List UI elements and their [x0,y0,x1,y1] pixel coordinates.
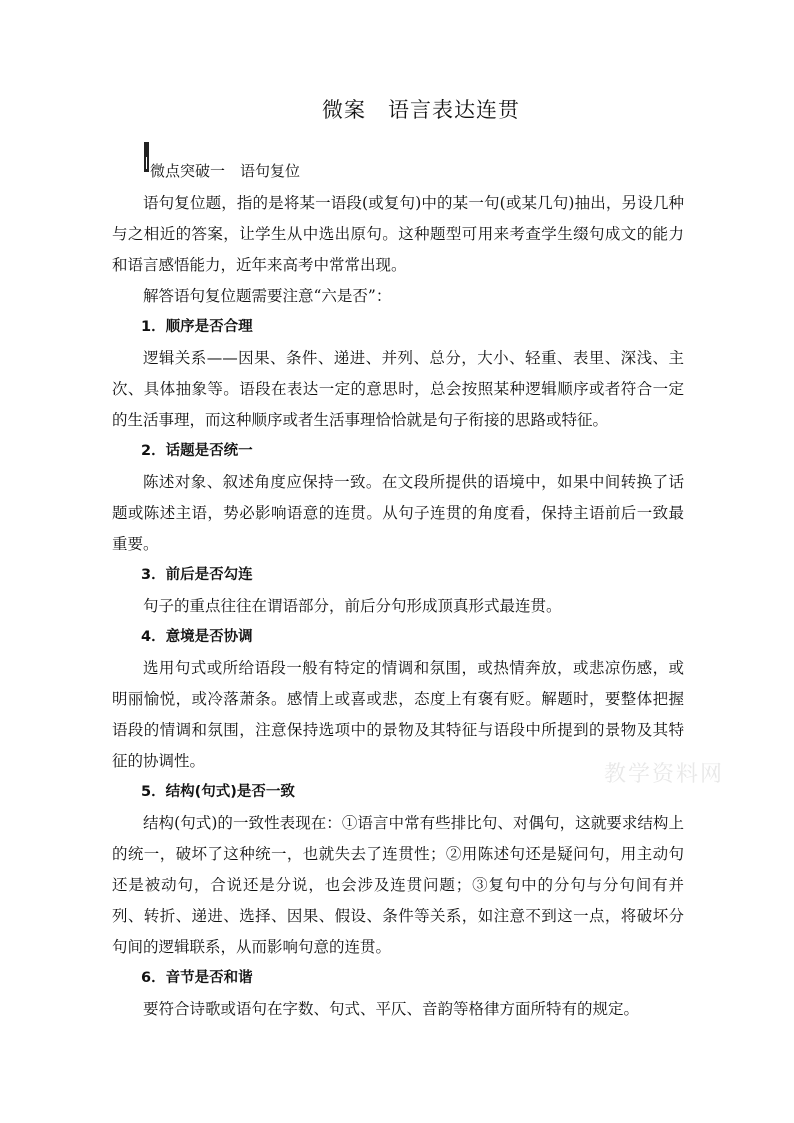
heading-order: 1．顺序是否合理 [141,319,253,335]
paragraph-intro: 语句复位题，指的是将某一语段(或复句)中的某一句(或某几句)抽出，另设几种与之相近的答案，让学生从中选出原句。这种题型可用来考查学生缀句成文的能力和语言感悟能力，近年来高考中常常出现。 [112,194,684,274]
paragraph-six-checks: 解答语句复位题需要注意“六是否”： [143,287,392,305]
document-body [112,188,684,1025]
heading-rhythm: 6．音节是否和谐 [141,970,253,986]
paragraph-structure: 结构(句式)的一致性表现在：①语言中常有些排比句、对偶句，这就要求结构上的统一，破坏了这种统一，也就失去了连贯性；②用陈述句还是疑问句，用主动句还是被动句，合说还是分说，也会涉及连贯问题；③复句中的分句与分句间有并列、转折、递进、选择、因果、假设、条件等关系，如注意不到这一点，将破坏分句间的逻辑联系，从而影响句意的连贯。 [112,814,684,956]
paragraph-order: 逻辑关系——因果、条件、递进、并列、总分，大小、轻重、表里、深浅、主次、具体抽象等。语段在表达一定的意思时，总会按照某种逻辑顺序或者符合一定的生活事理，而这种顺序或者生活事理恰恰就是句子衔接的思路或特征。 [112,349,684,429]
heading-mood: 4．意境是否协调 [141,629,253,645]
heading-topic: 2．话题是否统一 [141,443,253,459]
paragraph-linking: 句子的重点往往在谓语部分，前后分句形成顶真形式最连贯。 [143,597,562,615]
page-title: 微案 语言表达连贯 [322,98,520,122]
paragraph-rhythm: 要符合诗歌或语句在字数、句式、平仄、音韵等格律方面所特有的规定。 [143,1000,640,1018]
paragraph-topic: 陈述对象、叙述角度应保持一致。在文段所提供的语境中，如果中间转换了话题或陈述主语，势必影响语意的连贯。从句子连贯的角度看，保持主语前后一致最重要。 [112,473,684,553]
paragraph-mood: 选用句式或所给语段一般有特定的情调和氛围，或热情奔放，或悲凉伤感，或明丽愉悦，或冷落萧条。感情上或喜或悲，态度上有褒有贬。解题时，要整体把握语段的情调和氛围，注意保持选项中的景物及其特征与语段中所提到的景物及其特征的协调性。 [112,659,684,770]
section-marker-icon [144,142,149,172]
section-heading: 微点突破一 语句复位 [150,162,301,180]
heading-structure: 5．结构(句式)是否一致 [141,784,295,800]
heading-linking: 3．前后是否勾连 [141,567,253,583]
watermark: 教学资料网 [604,762,725,787]
